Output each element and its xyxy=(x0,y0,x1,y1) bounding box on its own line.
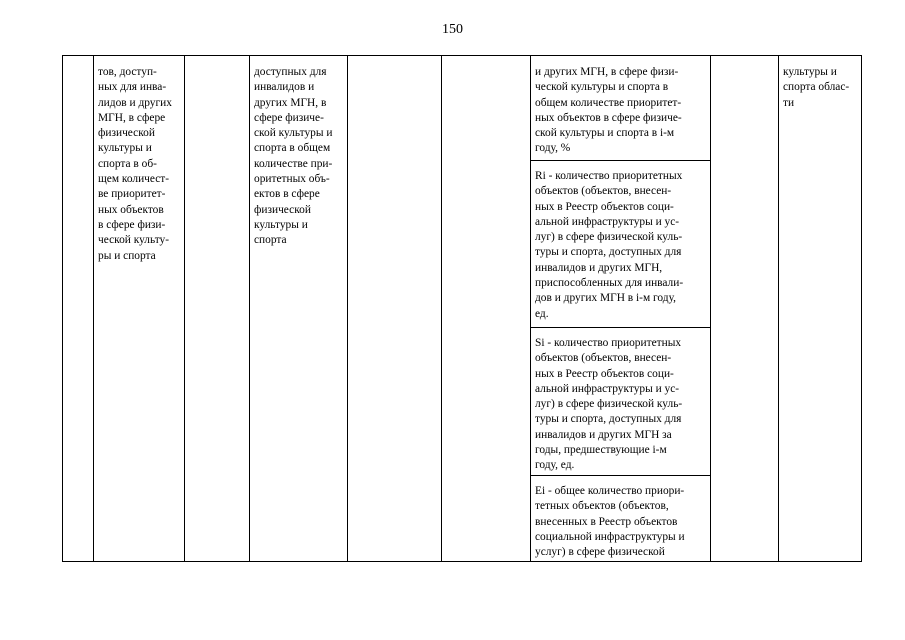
page-number: 150 xyxy=(442,22,463,37)
indicator-table xyxy=(62,55,862,562)
table-cell-formula-part-4: Ei - общее количество приори- тетных объектов (объектов, внесенных в Реестр объектов социальной инфраструктуры и услуг) в сфере физической xyxy=(531,476,711,562)
table-cell-indicator-name: тов, доступ- ных для инва- лидов и других МГН, в сфере физической культуры и спорта в об- щем количест- ве приоритет- ных объектов в сфере физи- ческой культу- ры и спорта xyxy=(94,56,185,562)
table-cell-definition: доступных для инвалидов и других МГН, в сфере физиче- ской культуры и спорта в общем количестве при- оритетных объ- ектов в сфере физической культуры и спорта xyxy=(250,56,348,562)
table-row xyxy=(63,56,862,161)
table-cell-formula-part-1: и других МГН, в сфере физи- ческой культуры и спорта в общем количестве приоритет- ных объектов в сфере физиче- ской культуры и спорта в i-м году, % xyxy=(531,56,711,161)
table-cell-empty-c xyxy=(711,56,779,562)
table-cell-source: культуры и спорта облас- ти xyxy=(779,56,862,562)
table-cell-formula-part-2: Ri - количество приоритетных объектов (объектов, внесен- ных в Реестр объектов соци- альной инфраструктуры и ус- луг) в сфере физической куль- туры и спорта, доступных для инвалидов и других МГН, приспособленных для инвали- дов и других МГН в i-м году, ед. xyxy=(531,161,711,328)
table-cell-number xyxy=(63,56,94,562)
table-cell-unit xyxy=(185,56,250,562)
table-cell-formula-part-3: Si - количество приоритетных объектов (объектов, внесен- ных в Реестр объектов соци- альной инфраструктуры и ус- луг) в сфере физической куль- туры и спорта, доступных для инвалидов и других МГН за годы, предшествующие i-м году, ед. xyxy=(531,328,711,476)
table-cell-empty-b xyxy=(442,56,531,562)
table-cell-empty-a xyxy=(348,56,442,562)
